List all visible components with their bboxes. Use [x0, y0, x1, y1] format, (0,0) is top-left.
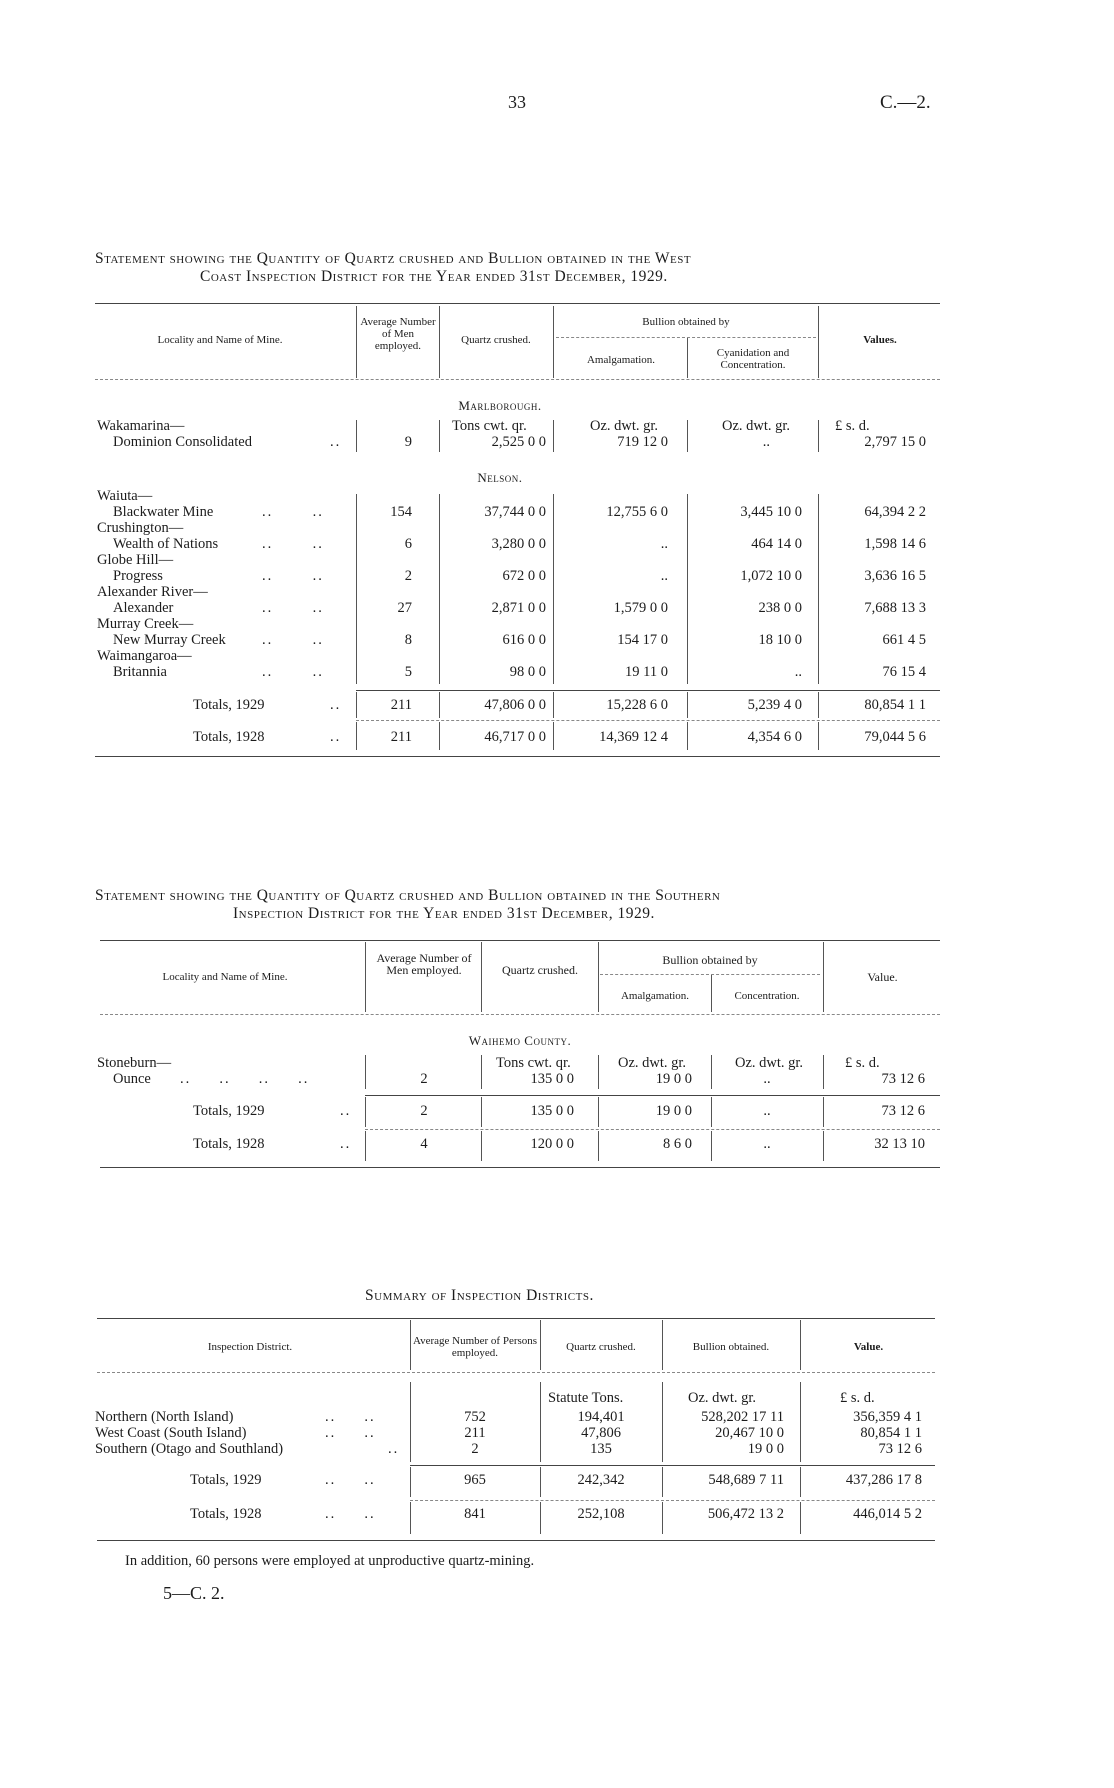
value-cell: 437,286 17 8 [845, 1472, 922, 1488]
value-cell: 64,394 2 2 [864, 504, 926, 520]
men-cell: 154 [390, 504, 412, 520]
page-ref: C.—2. [880, 92, 931, 113]
persons-cell: 841 [464, 1506, 486, 1522]
leader-dots: .. .. [325, 1425, 376, 1441]
page-number: 33 [508, 92, 526, 112]
cyanidation-cell: 4,354 6 0 [747, 729, 802, 745]
men-cell: 211 [390, 729, 412, 745]
footnote: In addition, 60 persons were employed at unproductive quartz-mining. [125, 1553, 535, 1569]
quartz-cell: 616 0 0 [502, 632, 546, 648]
unit-value: £ s. d. [835, 418, 870, 434]
amalgamation-cell: 154 17 0 [617, 632, 668, 648]
concentration-cell: .. [763, 1136, 771, 1152]
amalgamation-cell: 1,579 0 0 [613, 600, 668, 616]
leader-dots: .. [388, 1441, 400, 1457]
district-name: Southern (Otago and Southland) [95, 1441, 284, 1457]
southern-title-2: Inspection District for the Year ended 31st December, 1929. [233, 905, 655, 922]
col-locality-header: Locality and Name of Mine. [157, 334, 283, 346]
quartz-cell: 2,871 0 0 [491, 600, 546, 616]
mine-name: Blackwater Mine [113, 504, 214, 520]
totals-1929-label: Totals, 1929 [193, 1103, 265, 1119]
value-cell: 356,359 4 1 [853, 1409, 922, 1425]
unit-amalgamation: Oz. dwt. gr. [590, 418, 659, 434]
men-cell: 211 [390, 697, 412, 713]
mine-name: Progress [113, 568, 163, 584]
col-amalgamation-header: Amalgamation. [620, 990, 690, 1002]
persons-cell: 211 [464, 1425, 486, 1441]
cyanidation-cell: 5,239 4 0 [747, 697, 802, 713]
leader-dots: .. .. [262, 664, 324, 680]
section-nelson: Nelson. [477, 470, 523, 485]
group-label: Globe Hill— [97, 552, 174, 568]
mine-name: Wealth of Nations [113, 536, 219, 552]
col-value-header: Value. [853, 1341, 884, 1353]
quartz-cell: 242,342 [577, 1472, 625, 1488]
summary-title: Summary of Inspection Districts. [365, 1287, 594, 1304]
bullion-cell: 506,472 13 2 [707, 1506, 784, 1522]
men-cell: 2 [404, 568, 412, 584]
cyanidation-cell: 464 14 0 [751, 536, 802, 552]
col-bullion-header: Bullion obtained. [692, 1341, 770, 1353]
group-label: Crushington— [97, 520, 184, 536]
section-marlborough: Marlborough. [458, 398, 542, 413]
men-cell: 27 [397, 600, 412, 616]
amalgamation-cell: 19 11 0 [625, 664, 668, 680]
value-cell: 79,044 5 6 [864, 729, 926, 745]
cyanidation-cell: .. [794, 664, 802, 680]
cyanidation-cell: 1,072 10 0 [740, 568, 802, 584]
quartz-cell: 47,806 [581, 1425, 621, 1441]
col-locality-header: Locality and Name of Mine. [162, 971, 288, 983]
quartz-cell: 3,280 0 0 [491, 536, 546, 552]
mine-name: Britannia [113, 664, 167, 680]
quartz-cell: 135 [590, 1441, 612, 1457]
leader-dots: .. [330, 434, 342, 450]
unit-quartz: Tons cwt. qr. [452, 418, 527, 434]
west-coast-title-1: Statement showing the Quantity of Quartz crushed and Bullion obtained in the West [95, 250, 692, 267]
value-cell: 446,014 5 2 [853, 1506, 922, 1522]
quartz-cell: 98 0 0 [509, 664, 546, 680]
district-name: Northern (North Island) [95, 1409, 234, 1425]
concentration-cell: .. [763, 1103, 771, 1119]
leader-dots: .. .. [325, 1472, 376, 1488]
totals-1928-label: Totals, 1928 [193, 729, 265, 745]
value-cell: 80,854 1 1 [860, 1425, 922, 1441]
value-cell: 73 12 6 [878, 1441, 922, 1457]
mine-name: Alexander [113, 600, 174, 616]
men-cell: 6 [404, 536, 412, 552]
men-cell: 9 [404, 434, 412, 450]
bullion-cell: 548,689 7 11 [708, 1472, 784, 1488]
unit-amalgamation: Oz. dwt. gr. [618, 1055, 687, 1071]
col-value-header: Value. [867, 970, 898, 984]
value-cell: 661 4 5 [882, 632, 926, 648]
leader-dots: .. .. [262, 600, 324, 616]
amalgamation-cell: 19 0 0 [655, 1071, 692, 1087]
value-cell: 76 15 4 [882, 664, 926, 680]
quartz-cell: 2,525 0 0 [491, 434, 546, 450]
group-label: Stoneburn— [97, 1055, 172, 1071]
leader-dots: .. [330, 697, 342, 713]
persons-cell: 2 [471, 1441, 479, 1457]
totals-1928-label: Totals, 1928 [193, 1136, 265, 1152]
col-quartz-header: Quartz crushed. [566, 1341, 636, 1353]
unit-quartz: Statute Tons. [548, 1390, 624, 1406]
amalgamation-cell: .. [660, 568, 668, 584]
cyanidation-cell: 18 10 0 [758, 632, 802, 648]
value-cell: 73 12 6 [881, 1103, 925, 1119]
southern-title-1: Statement showing the Quantity of Quartz crushed and Bullion obtained in the Southern [95, 887, 721, 904]
men-cell: 2 [420, 1071, 428, 1087]
amalgamation-cell: 12,755 6 0 [606, 504, 668, 520]
value-cell: 2,797 15 0 [864, 434, 926, 450]
cyanidation-cell: 238 0 0 [758, 600, 802, 616]
quartz-cell: 135 0 0 [530, 1103, 574, 1119]
col-men-header: Average Number of Men employed. [360, 316, 436, 352]
leader-dots: .. .. [325, 1506, 376, 1522]
leader-dots: .. .. .. .. [180, 1071, 310, 1087]
quartz-cell: 194,401 [577, 1409, 625, 1425]
bullion-cell: 20,467 10 0 [715, 1425, 784, 1441]
group-label: Waimangaroa— [97, 648, 192, 664]
leader-dots: .. .. [262, 536, 324, 552]
mine-name: Dominion Consolidated [113, 434, 252, 450]
col-cyanidation-header: Cyanidation and Concentration. [716, 347, 790, 371]
amalgamation-cell: 15,228 6 0 [606, 697, 668, 713]
leader-dots: .. .. [262, 504, 324, 520]
men-cell: 4 [420, 1136, 428, 1152]
unit-concentration: Oz. dwt. gr. [735, 1055, 804, 1071]
col-concentration-header: Concentration. [734, 990, 800, 1002]
leader-dots: .. [330, 729, 342, 745]
group-label: Murray Creek— [97, 616, 194, 632]
page-signature: 5—C. 2. [163, 1583, 225, 1603]
persons-cell: 965 [464, 1472, 486, 1488]
mine-name: New Murray Creek [113, 632, 226, 648]
quartz-cell: 120 0 0 [530, 1136, 574, 1152]
col-district-header: Inspection District. [207, 1341, 293, 1353]
group-label: Waiuta— [97, 488, 153, 504]
bullion-cell: 19 0 0 [747, 1441, 784, 1457]
totals-1928-label: Totals, 1928 [190, 1506, 262, 1522]
leader-dots: .. .. [262, 568, 324, 584]
totals-1929-label: Totals, 1929 [193, 697, 265, 713]
col-bullion-header: Bullion obtained by [642, 316, 730, 328]
col-men-header: Average Number of Men employed. [376, 951, 472, 977]
unit-quartz: Tons cwt. qr. [496, 1055, 571, 1071]
west-coast-title-2: Coast Inspection District for the Year ended 31st December, 1929. [200, 268, 668, 285]
amalgamation-cell: 14,369 12 4 [599, 729, 668, 745]
value-cell: 3,636 16 5 [864, 568, 926, 584]
leader-dots: .. [340, 1136, 352, 1152]
men-cell: 2 [420, 1103, 428, 1119]
leader-dots: .. [340, 1103, 352, 1119]
value-cell: 32 13 10 [874, 1136, 925, 1152]
group-label: Alexander River— [97, 584, 208, 600]
totals-1929-label: Totals, 1929 [190, 1472, 262, 1488]
unit-cyanidation: Oz. dwt. gr. [722, 418, 791, 434]
quartz-cell: 135 0 0 [530, 1071, 574, 1087]
value-cell: 7,688 13 3 [864, 600, 926, 616]
leader-dots: .. .. [325, 1409, 376, 1425]
section-waihemo: Waihemo County. [468, 1033, 572, 1048]
col-persons-header: Average Number of Persons employed. [412, 1335, 538, 1359]
unit-value: £ s. d. [840, 1390, 875, 1406]
quartz-cell: 47,806 0 0 [484, 697, 546, 713]
quartz-cell: 252,108 [577, 1506, 625, 1522]
col-values-header: Values. [863, 334, 897, 346]
amalgamation-cell: .. [660, 536, 668, 552]
cyanidation-cell: .. [762, 434, 770, 450]
quartz-cell: 672 0 0 [502, 568, 546, 584]
col-amalgamation-header: Amalgamation. [586, 354, 656, 366]
cyanidation-cell: 3,445 10 0 [740, 504, 802, 520]
col-bullion-header: Bullion obtained by [662, 953, 758, 967]
col-quartz-header: Quartz crushed. [461, 334, 531, 346]
amalgamation-cell: 719 12 0 [617, 434, 668, 450]
col-quartz-header: Quartz crushed. [502, 963, 578, 977]
value-cell: 1,598 14 6 [864, 536, 926, 552]
unit-value: £ s. d. [845, 1055, 880, 1071]
leader-dots: .. .. [262, 632, 324, 648]
unit-bullion: Oz. dwt. gr. [688, 1390, 757, 1406]
district-name: West Coast (South Island) [95, 1425, 247, 1441]
group-label: Wakamarina— [97, 418, 185, 434]
value-cell: 73 12 6 [881, 1071, 925, 1087]
bullion-cell: 528,202 17 11 [701, 1409, 784, 1425]
men-cell: 8 [404, 632, 412, 648]
amalgamation-cell: 8 6 0 [663, 1136, 692, 1152]
men-cell: 5 [404, 664, 412, 680]
value-cell: 80,854 1 1 [864, 697, 926, 713]
quartz-cell: 46,717 0 0 [484, 729, 546, 745]
persons-cell: 752 [464, 1409, 486, 1425]
concentration-cell: .. [763, 1071, 771, 1087]
mine-name: Ounce [113, 1071, 151, 1087]
amalgamation-cell: 19 0 0 [655, 1103, 692, 1119]
quartz-cell: 37,744 0 0 [484, 504, 546, 520]
